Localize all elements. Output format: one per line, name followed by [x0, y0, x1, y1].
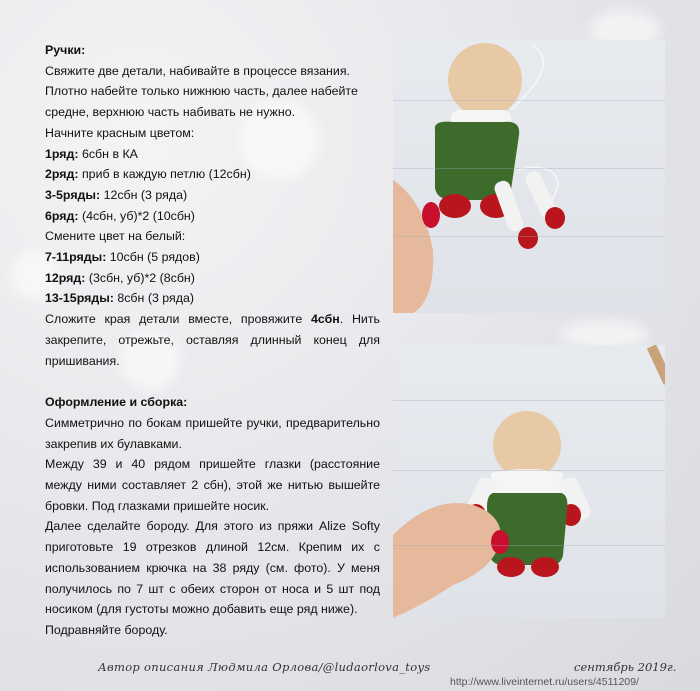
- photo-doll-with-arms: [393, 40, 665, 313]
- date-label: сентябрь 2019г.: [574, 660, 677, 674]
- footer: [0, 660, 700, 691]
- assembly-paragraph: Симметрично по бокам пришейте ручки, предварительно закрепив их булавками.: [45, 415, 380, 451]
- photo-doll-in-hand: [393, 345, 665, 618]
- doll-illustration: [393, 345, 665, 618]
- row-line: 3-5ряды: 12сбн (3 ряда): [45, 187, 188, 202]
- assembly-paragraph: Далее сделайте бороду. Для этого из пряжи Alize Softy приготовьте 19 отрезков длиной 12см. Крепим их с использованием крючка на 38 ряду (см. фото). У меня получилось по 7 шт с обеих сторон от носа и 5 шт под носиком (для густоты можно добавить еще ряд ниже).: [45, 519, 380, 617]
- instructions-column: [45, 40, 380, 641]
- row-line: 12ряд: (3сбн, уб)*2 (8сбн): [45, 270, 195, 285]
- hands-change-color: Смените цвет на белый:: [45, 229, 186, 244]
- assembly-paragraph: Между 39 и 40 рядом пришейте глазки (расстояние между ними составляет 2 сбн), этой же нитью вышейте бровки. Под глазками пришейте носик.: [45, 457, 380, 513]
- hands-start: Начните красным цветом:: [45, 125, 195, 140]
- assembly-title: Оформление и сборка:: [45, 395, 188, 410]
- assembly-paragraph: Подравняйте бороду.: [45, 622, 168, 637]
- row-line: 6ряд: (4сбн, уб)*2 (10сбн): [45, 208, 195, 223]
- hands-title: Ручки:: [45, 43, 86, 57]
- row-line: 13-15ряды: 8сбн (3 ряда): [45, 291, 194, 306]
- hands-closing: Сложите края детали вместе, провяжите 4сбн. Нить закрепите, отрежьте, оставляя длинный конец для пришивания.: [45, 312, 380, 368]
- doll-illustration: [393, 40, 665, 313]
- source-url[interactable]: http://www.liveinternet.ru/users/4511209/: [450, 676, 639, 688]
- hands-intro: Свяжите две детали, набивайте в процессе вязания. Плотно набейте только нижнюю часть, далее набейте средне, верхнюю часть набивать не нужно.: [45, 63, 358, 120]
- author-credit: Автор описания Людмила Орлова/@ludaorlova_toys: [98, 660, 431, 674]
- row-line: 1ряд: 6сбн в КА: [45, 146, 138, 161]
- row-line: 7-11ряды: 10сбн (5 рядов): [45, 250, 200, 265]
- row-line: 2ряд: приб в каждую петлю (12сбн): [45, 167, 251, 182]
